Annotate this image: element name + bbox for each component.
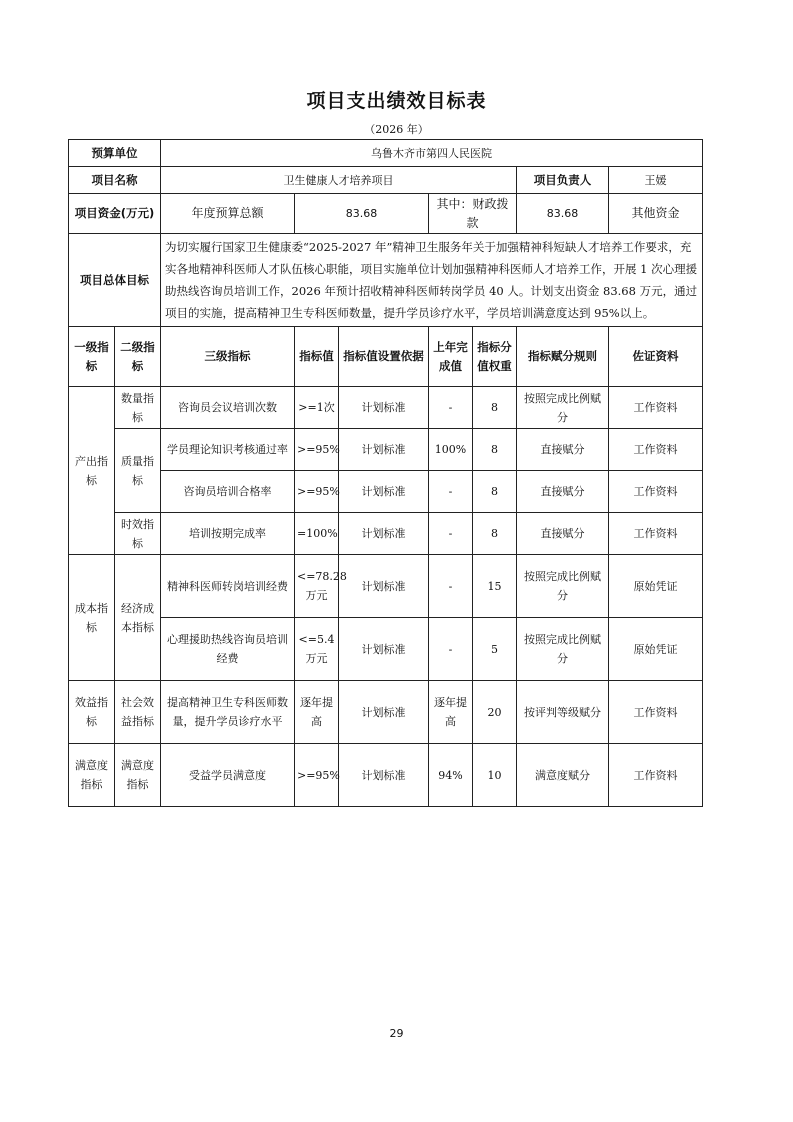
subgroup-satisfaction: 满意度指标 — [115, 744, 161, 807]
funds-row — [69, 194, 703, 234]
subgroup-quality: 质量指标 — [115, 429, 161, 513]
row-name: 精神科医师转岗培训经费 — [161, 555, 295, 618]
table-row — [69, 555, 703, 618]
header-rule: 指标赋分规则 — [517, 327, 609, 387]
row-basis: 计划标准 — [339, 513, 429, 555]
row-last: - — [429, 387, 473, 429]
fiscal-label: 其中：财政拨款 — [429, 194, 517, 234]
fiscal-value: 83.68 — [517, 194, 609, 234]
header-level1: 一级指标 — [69, 327, 115, 387]
row-basis: 计划标准 — [339, 744, 429, 807]
leader-label: 项目负责人 — [517, 167, 609, 194]
page-title: 项目支出绩效目标表 — [306, 90, 487, 112]
row-last: 94% — [429, 744, 473, 807]
row-rule: 直接赋分 — [517, 471, 609, 513]
row-rule: 直接赋分 — [517, 513, 609, 555]
row-weight: 8 — [473, 429, 517, 471]
row-name: 学员理论知识考核通过率 — [161, 429, 295, 471]
row-evidence: 工作资料 — [609, 387, 703, 429]
subgroup-social-benefit: 社会效益指标 — [115, 681, 161, 744]
header-basis: 指标值设置依据 — [339, 327, 429, 387]
row-weight: 10 — [473, 744, 517, 807]
row-evidence: 原始凭证 — [609, 618, 703, 681]
unit-value: 乌鲁木齐市第四人民医院 — [161, 140, 703, 167]
row-basis: 计划标准 — [339, 555, 429, 618]
page-number: 29 — [389, 1027, 404, 1040]
row-name: 咨询员会议培训次数 — [161, 387, 295, 429]
row-evidence: 工作资料 — [609, 513, 703, 555]
header-level3: 三级指标 — [161, 327, 295, 387]
project-name-label: 项目名称 — [69, 167, 161, 194]
row-basis: 计划标准 — [339, 429, 429, 471]
row-weight: 5 — [473, 618, 517, 681]
goal-row — [69, 234, 703, 327]
row-weight: 8 — [473, 471, 517, 513]
table-row — [69, 471, 703, 513]
row-rule: 按照完成比例赋分 — [517, 555, 609, 618]
row-name: 咨询员培训合格率 — [161, 471, 295, 513]
project-name-row — [69, 167, 703, 194]
row-basis: 计划标准 — [339, 387, 429, 429]
header-last-year: 上年完成值 — [429, 327, 473, 387]
group-output: 产出指标 — [69, 387, 115, 555]
row-value: =100% — [295, 513, 339, 555]
goal-text: 为切实履行国家卫生健康委“2025-2027 年”精神卫生服务年关于加强精神科短缺人才培养工作要求，充实各地精神科医师人才队伍核心职能，项目实施单位计划加强精神科医师人才培养工作，开展 1 次心理援助热线咨询员培训工作，2026 年预计招收精神科医师转岗学员 40 人。计划支出资金 83.68 万元，通过项目的实施，提高精神卫生专科医师数量，提升学员诊疗水平，学员培训满意度达到 95%以上。 — [161, 234, 703, 327]
table-row — [69, 387, 703, 429]
row-evidence: 原始凭证 — [609, 555, 703, 618]
table-row — [69, 744, 703, 807]
row-weight: 8 — [473, 513, 517, 555]
row-last: - — [429, 471, 473, 513]
header-value: 指标值 — [295, 327, 339, 387]
other-label: 其他资金 — [609, 194, 703, 234]
unit-label: 预算单位 — [69, 140, 161, 167]
table-row — [69, 681, 703, 744]
unit-row — [69, 140, 703, 167]
year-subtitle: （2026 年） — [364, 123, 429, 136]
row-evidence: 工作资料 — [609, 429, 703, 471]
row-basis: 计划标准 — [339, 618, 429, 681]
header-level2: 二级指标 — [115, 327, 161, 387]
row-last: - — [429, 513, 473, 555]
row-weight: 20 — [473, 681, 517, 744]
subgroup-quantity: 数量指标 — [115, 387, 161, 429]
table-row — [69, 618, 703, 681]
subgroup-timeliness: 时效指标 — [115, 513, 161, 555]
group-satisfaction: 满意度指标 — [69, 744, 115, 807]
row-last: 100% — [429, 429, 473, 471]
subgroup-economic-cost: 经济成本指标 — [115, 555, 161, 681]
funds-label: 项目资金(万元) — [69, 194, 161, 234]
row-value: >=1次 — [295, 387, 339, 429]
row-name: 受益学员满意度 — [161, 744, 295, 807]
annual-budget-value: 83.68 — [295, 194, 429, 234]
row-rule: 按照完成比例赋分 — [517, 618, 609, 681]
row-name: 心理援助热线咨询员培训经费 — [161, 618, 295, 681]
row-last: 逐年提高 — [429, 681, 473, 744]
row-evidence: 工作资料 — [609, 681, 703, 744]
row-value: >=95% — [295, 471, 339, 513]
goal-label: 项目总体目标 — [69, 234, 161, 327]
performance-table — [68, 139, 703, 807]
row-last: - — [429, 555, 473, 618]
row-name: 提高精神卫生专科医师数量，提升学员诊疗水平 — [161, 681, 295, 744]
group-cost: 成本指标 — [69, 555, 115, 681]
table-row — [69, 429, 703, 471]
row-value: <=5.4万元 — [295, 618, 339, 681]
header-weight: 指标分值权重 — [473, 327, 517, 387]
project-name-value: 卫生健康人才培养项目 — [161, 167, 517, 194]
header-row — [69, 327, 703, 387]
row-weight: 8 — [473, 387, 517, 429]
leader-value: 王媛 — [609, 167, 703, 194]
row-basis: 计划标准 — [339, 681, 429, 744]
row-basis: 计划标准 — [339, 471, 429, 513]
annual-budget-label: 年度预算总额 — [161, 194, 295, 234]
row-rule: 按照完成比例赋分 — [517, 387, 609, 429]
row-rule: 满意度赋分 — [517, 744, 609, 807]
row-last: - — [429, 618, 473, 681]
table-row — [69, 513, 703, 555]
row-evidence: 工作资料 — [609, 471, 703, 513]
row-weight: 15 — [473, 555, 517, 618]
group-benefit: 效益指标 — [69, 681, 115, 744]
row-rule: 直接赋分 — [517, 429, 609, 471]
header-evidence: 佐证资料 — [609, 327, 703, 387]
row-value: 逐年提高 — [295, 681, 339, 744]
row-value: >=95% — [295, 429, 339, 471]
row-name: 培训按期完成率 — [161, 513, 295, 555]
row-value: <=78.28万元 — [295, 555, 339, 618]
row-rule: 按评判等级赋分 — [517, 681, 609, 744]
row-value: >=95% — [295, 744, 339, 807]
row-evidence: 工作资料 — [609, 744, 703, 807]
